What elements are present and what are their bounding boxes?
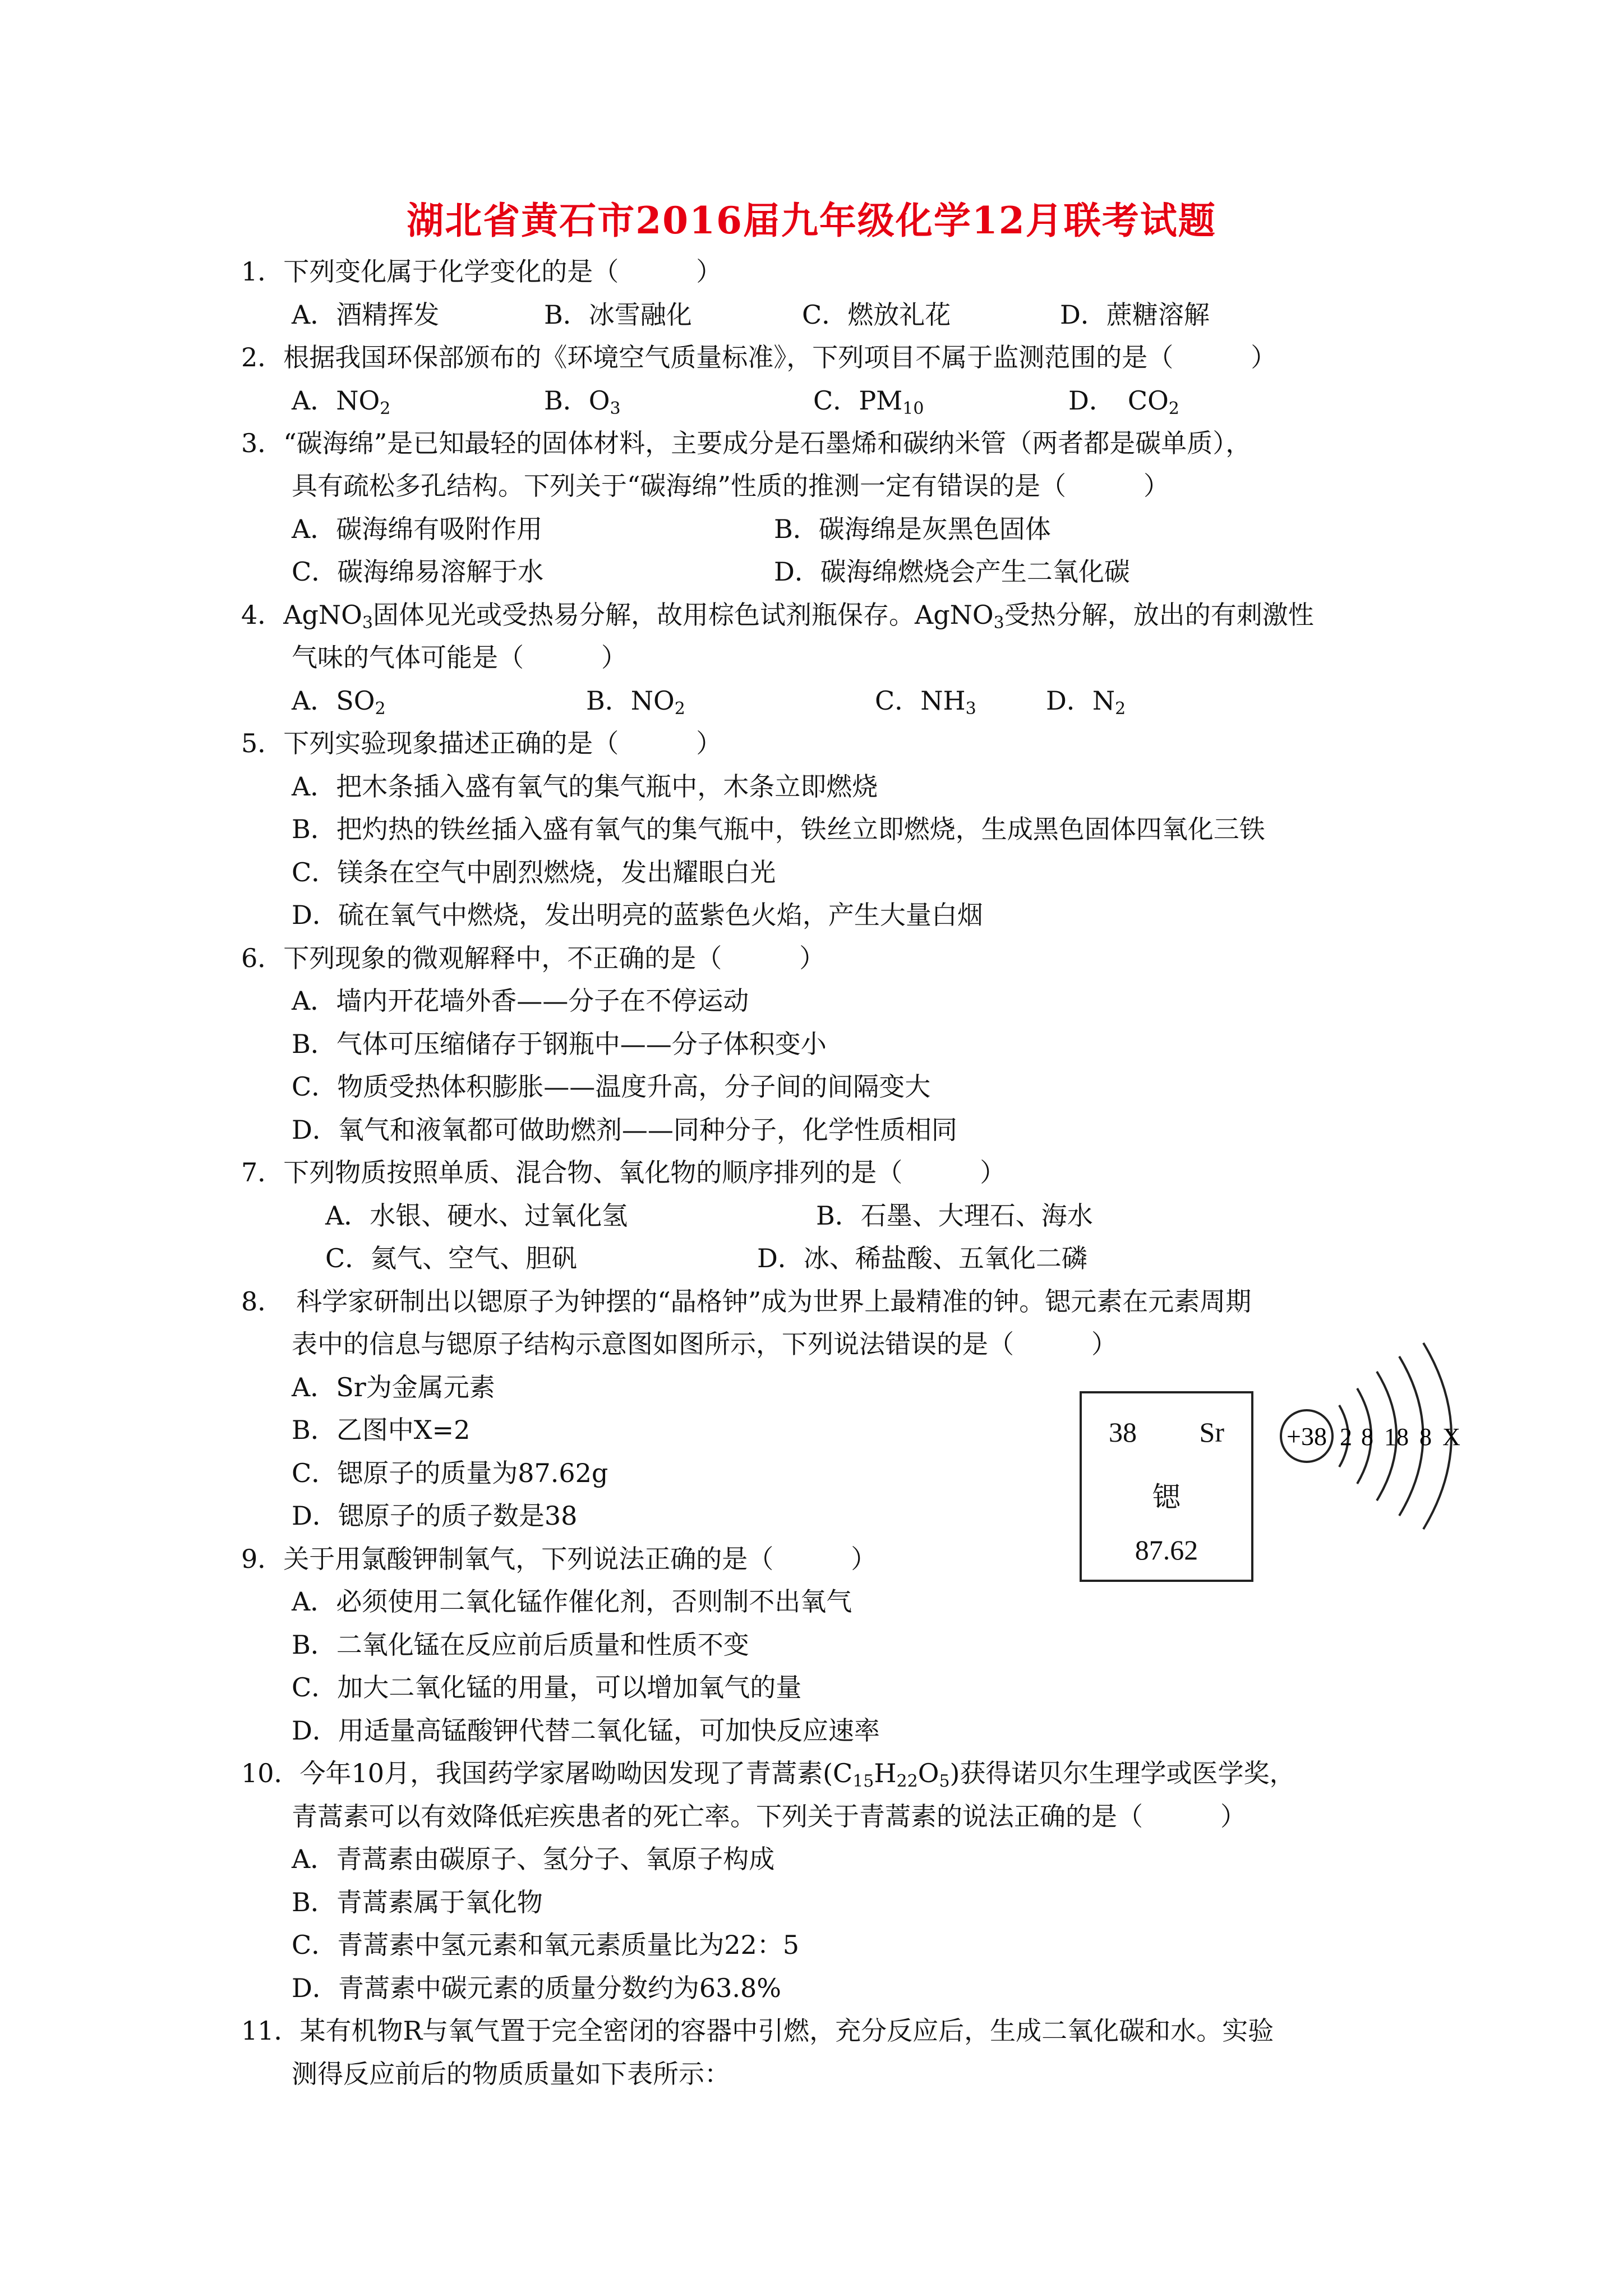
atom-structure-diagram <box>1273 1335 1497 1537</box>
question-3-stem: 3．“碳海绵”是已知最轻的固体材料，主要成分是石墨烯和碳纳米管（两者都是碳单质）， <box>241 428 1252 458</box>
q10-option-c: C．青蒿素中氢元素和氧元素质量比为22：5 <box>292 1930 799 1960</box>
q2-option-b: B．$O_3$ <box>544 385 621 418</box>
question-9-stem: 9．关于用氯酸钾制氧气，下列说法正确的是（ ） <box>241 1544 877 1574</box>
question-7-stem: 7．下列物质按照单质、混合物、氧化物的顺序排列的是（ ） <box>241 1157 1006 1188</box>
question-10-stem-cont: 青蒿素可以有效降低疟疾患者的死亡率。下列关于青蒿素的说法正确的是（ ） <box>292 1801 1246 1832</box>
q1-option-b: B．冰雪融化 <box>544 300 692 330</box>
q5-option-c: C．镁条在空气中剧烈燃烧，发出耀眼白光 <box>292 857 776 887</box>
q4-option-b: B．$NO_2$ <box>586 685 685 719</box>
question-11-stem: 11．某有机物R与氧气置于完全密闭的容器中引燃，充分反应后，生成二氧化碳和水。实验 <box>241 2016 1274 2046</box>
q3-option-d: D．碳海绵燃烧会产生二氧化碳 <box>774 556 1130 587</box>
q2-option-a: A．$NO_2$ <box>292 385 391 418</box>
element-atomic-number: 38 <box>1109 1416 1137 1448</box>
question-1-stem: 1．下列变化属于化学变化的是（ ） <box>241 256 722 287</box>
question-3-stem-cont: 具有疏松多孔结构。下列关于“碳海绵”性质的推测一定有错误的是（ ） <box>292 471 1170 501</box>
q1-option-a: A．酒精挥发 <box>292 300 440 330</box>
question-2-stem: 2．根据我国环保部颁布的《环境空气质量标准》，下列项目不属于监测范围的是（ ） <box>241 342 1277 372</box>
q6-option-c: C．物质受热体积膨胀——温度升高，分子间的间隔变大 <box>292 1071 931 1102</box>
question-4-stem-cont: 气味的气体可能是（ ） <box>292 642 627 673</box>
q8-option-b: B．乙图中X=2 <box>292 1415 471 1445</box>
q7-option-d: D．冰、稀盐酸、五氧化二磷 <box>757 1243 1087 1273</box>
question-8-stem: 8． 科学家研制出以锶原子为钟摆的“晶格钟”成为世界上最精准的钟。锶元素在元素周期 <box>241 1286 1252 1317</box>
q9-option-d: D．用适量高锰酸钾代替二氧化锰，可加快反应速率 <box>292 1715 880 1746</box>
q3-option-c: C．碳海绵易溶解于水 <box>292 556 544 587</box>
q10-option-a: A．青蒿素由碳原子、氢分子、氧原子构成 <box>292 1844 775 1874</box>
q1-option-d: D．蔗糖溶解 <box>1060 300 1210 330</box>
nucleus-charge: +38 <box>1287 1422 1327 1451</box>
q8-option-c: C．锶原子的质量为87.62g <box>292 1458 608 1488</box>
q5-option-d: D．硫在氧气中燃烧，发出明亮的蓝紫色火焰，产生大量白烟 <box>292 900 983 930</box>
q4-option-c: C．$NH_3$ <box>875 685 976 719</box>
q6-option-b: B．气体可压缩储存于钢瓶中——分子体积变小 <box>292 1029 827 1059</box>
question-5-stem: 5．下列实验现象描述正确的是（ ） <box>241 728 722 758</box>
q9-option-b: B．二氧化锰在反应前后质量和性质不变 <box>292 1630 749 1660</box>
shell-electrons-1: 2 <box>1340 1423 1352 1451</box>
q8-option-a: A．Sr为金属元素 <box>292 1372 495 1402</box>
shell-electrons-3: 18 <box>1384 1423 1409 1451</box>
q7-option-c: C．氦气、空气、胆矾 <box>325 1243 578 1273</box>
q4-option-d: D．$N_2$ <box>1046 685 1126 719</box>
q6-option-d: D．氧气和液氧都可做助燃剂——同种分子，化学性质相同 <box>292 1115 957 1145</box>
element-symbol: Sr <box>1199 1416 1224 1448</box>
question-6-stem: 6．下列现象的微观解释中，不正确的是（ ） <box>241 943 826 973</box>
q5-option-b: B．把灼热的铁丝插入盛有氧气的集气瓶中，铁丝立即燃烧，生成黑色固体四氧化三铁 <box>292 814 1265 844</box>
question-10-stem: 10．今年10月，我国药学家屠呦呦因发现了青蒿素$(C_{15}H_{22}O_5)$获得诺贝尔生理学或医学奖， <box>241 1758 1295 1791</box>
q6-option-a: A．墙内开花墙外香——分子在不停运动 <box>292 986 749 1016</box>
q7-option-b: B．石墨、大理石、海水 <box>816 1200 1093 1231</box>
q7-option-a: A．水银、硬水、过氧化氢 <box>325 1200 628 1231</box>
q4-option-a: A．$SO_2$ <box>292 685 386 719</box>
q1-option-c: C．燃放礼花 <box>802 300 951 330</box>
page-title: 湖北省黄石市2016届九年级化学12月联考试题 <box>407 199 1216 242</box>
q2-option-c: C．$PM_{10}$ <box>813 385 924 418</box>
q9-option-c: C．加大二氧化锰的用量，可以增加氧气的量 <box>292 1672 802 1703</box>
q2-option-d: D． $CO_2$ <box>1068 385 1179 418</box>
q8-option-d: D．锶原子的质子数是38 <box>292 1501 578 1531</box>
shell-electrons-4: 8 <box>1419 1423 1432 1451</box>
shell-electrons-2: 8 <box>1361 1423 1373 1451</box>
q10-option-d: D．青蒿素中碳元素的质量分数约为63.8% <box>292 1973 782 2003</box>
question-4-stem: 4．AgNO$_3$固体见光或受热易分解，故用棕色试剂瓶保存。AgNO$_3$受热分解，放出的有刺激性 <box>241 600 1314 633</box>
q3-option-a: A．碳海绵有吸附作用 <box>292 514 543 544</box>
shell-electrons-5: X <box>1442 1423 1460 1451</box>
q3-option-b: B．碳海绵是灰黑色固体 <box>774 514 1051 544</box>
element-card-strontium <box>1080 1391 1253 1582</box>
element-name: 锶 <box>1152 1481 1181 1513</box>
element-atomic-mass: 87.62 <box>1135 1534 1198 1566</box>
question-8-stem-cont: 表中的信息与锶原子结构示意图如图所示，下列说法错误的是（ ） <box>292 1329 1117 1359</box>
question-11-stem-cont: 测得反应前后的物质质量如下表所示： <box>292 2059 730 2089</box>
q9-option-a: A．必须使用二氧化锰作催化剂，否则制不出氧气 <box>292 1586 852 1617</box>
q10-option-b: B．青蒿素属于氧化物 <box>292 1887 543 1917</box>
q5-option-a: A．把木条插入盛有氧气的集气瓶中，木条立即燃烧 <box>292 771 878 802</box>
